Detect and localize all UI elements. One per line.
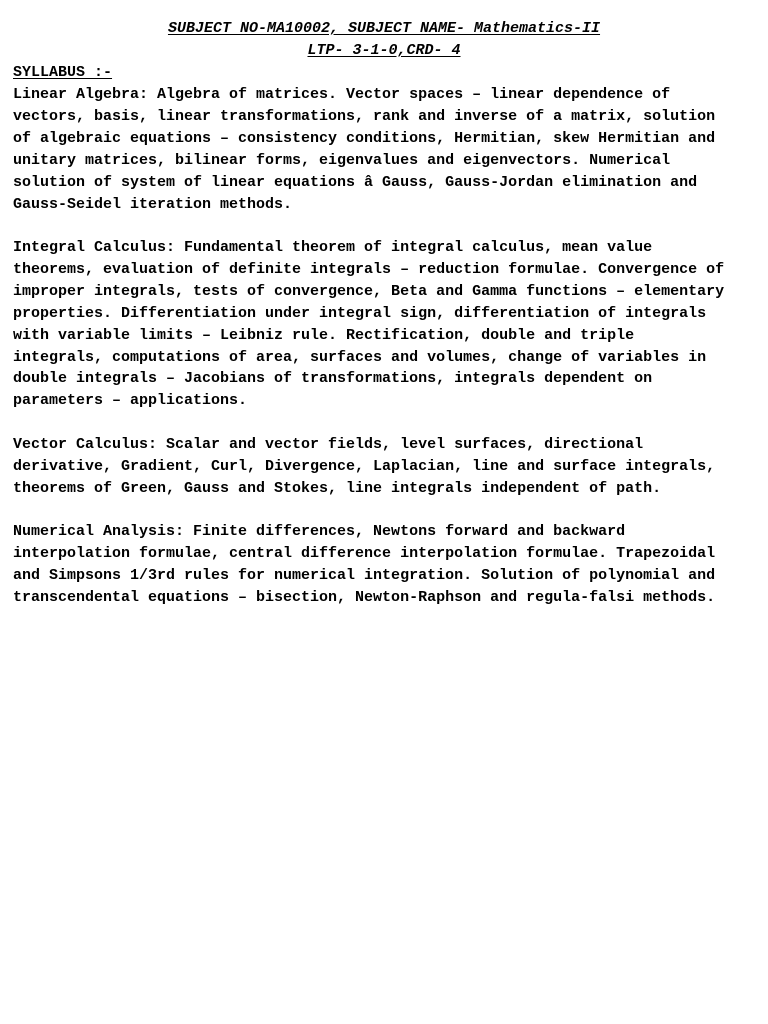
section-integral-calculus: Integral Calculus: Fundamental theorem of integral calculus, mean value theorems, evaluation of definite integrals – reduction formulae. Convergence of improper integrals, tests of convergence, Beta and Gamma functions – elementary properties. Differentiation under integral sign, differentiation of integrals with variable limits – Leibniz rule. Rectification, double and triple integrals, computations of area, surfaces and volumes, change of variables in double integrals – Jacobians of transformations, integrals dependent on parameters – applications.	[13, 239, 725, 410]
section-linear-algebra: Linear Algebra: Algebra of matrices. Vector spaces – linear dependence of vectors, basis, linear transformations, rank and inverse of a matrix, solution of algebraic equations – consistency conditions, Hermitian, skew Hermitian and unitary matrices, bilinear forms, eigenvalues and eigenvectors. Numerical solution of system of linear equations â Gauss, Gauss-Jordan elimination and Gauss-Seidel iteration methods.	[13, 86, 716, 213]
ltp-heading-text: LTP- 3-1-0,CRD- 4	[307, 42, 461, 59]
ltp-heading	[0, 40, 768, 62]
syllabus-label: SYLLABUS :-	[13, 64, 113, 81]
section-numerical-analysis: Numerical Analysis: Finite differences, Newtons forward and backward interpolation formulae, central difference interpolation formulae. Trapezoidal and Simpsons 1/3rd rules for numerical integration. Solution of polynomial and transcendental equations – bisection, Newton-Raphson and regula-falsi methods.	[13, 523, 716, 606]
subject-heading-text: SUBJECT NO-MA10002, SUBJECT NAME- Mathematics-II	[167, 20, 601, 37]
subject-heading	[0, 18, 768, 40]
section-vector-calculus: Vector Calculus: Scalar and vector fields, level surfaces, directional derivative, Gradient, Curl, Divergence, Laplacian, line and surface integrals, theorems of Green, Gauss and Stokes, line integrals independent of path.	[13, 436, 716, 497]
